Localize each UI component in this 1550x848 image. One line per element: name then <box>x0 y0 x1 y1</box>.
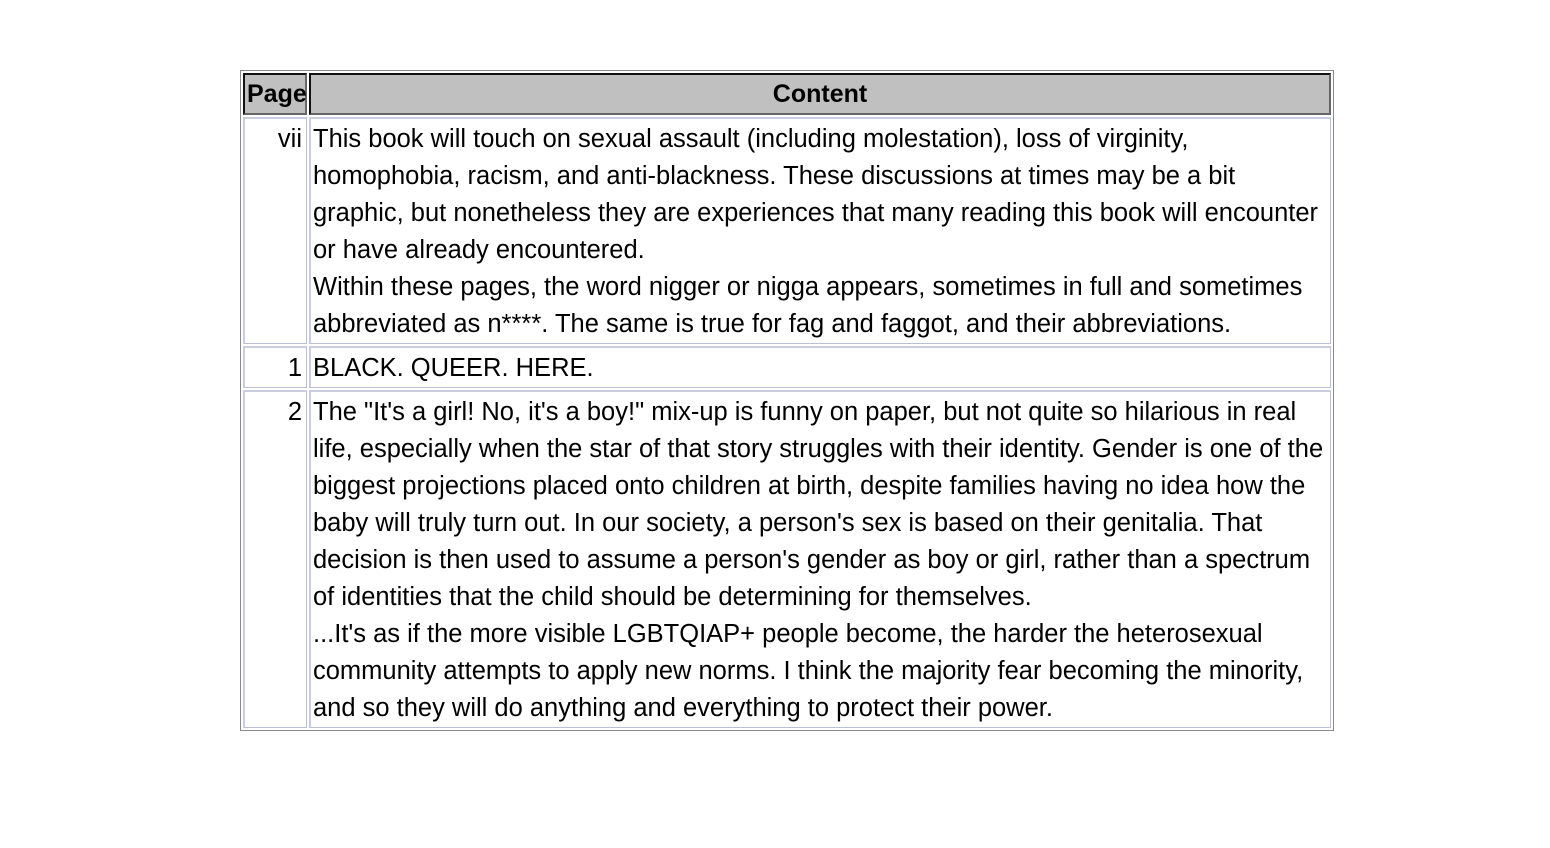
content-cell <box>309 346 1331 388</box>
table-row <box>243 117 1331 344</box>
content-paragraph: The "It's a girl! No, it's a boy!" mix-up is funny on paper, but not quite so hilarious in real life, especially when the star of that story struggles with their identity. Gender is one of the biggest projections placed onto children at birth, despite families having no idea how the baby will truly turn out. In our society, a person's sex is based on their genitalia. That decision is then used to assume a person's gender as boy or girl, rather than a spectrum of identities that the child should be determining for themselves. <box>313 398 1324 611</box>
content-paragraph: Within these pages, the word nigger or nigga appears, sometimes in full and sometimes abbreviated as n****. The same is true for fag and faggot, and their abbreviations. <box>313 273 1303 338</box>
content-paragraph: ...It's as if the more visible LGBTQIAP+ people become, the harder the heterosexual community attempts to apply new norms. I think the majority fear becoming the minority, and so they will do anything and everything to protect their power. <box>313 620 1304 722</box>
page-number-cell: vii <box>243 117 307 344</box>
table-row <box>243 346 1331 388</box>
page-number-cell: 2 <box>243 390 307 728</box>
table-row <box>243 390 1331 728</box>
content-paragraph: This book will touch on sexual assault (including molestation), loss of virginity, homophobia, racism, and anti-blackness. These discussions at times may be a bit graphic, but nonetheless they are experiences that many reading this book will encounter or have already encountered. <box>313 125 1319 264</box>
table-header-row <box>243 73 1331 115</box>
column-header-page: Page <box>243 73 307 115</box>
content-table <box>240 70 1334 731</box>
content-cell <box>309 117 1331 344</box>
column-header-content: Content <box>309 73 1331 115</box>
content-paragraph: BLACK. QUEER. HERE. <box>313 354 594 382</box>
page-number-cell: 1 <box>243 346 307 388</box>
content-cell <box>309 390 1331 728</box>
